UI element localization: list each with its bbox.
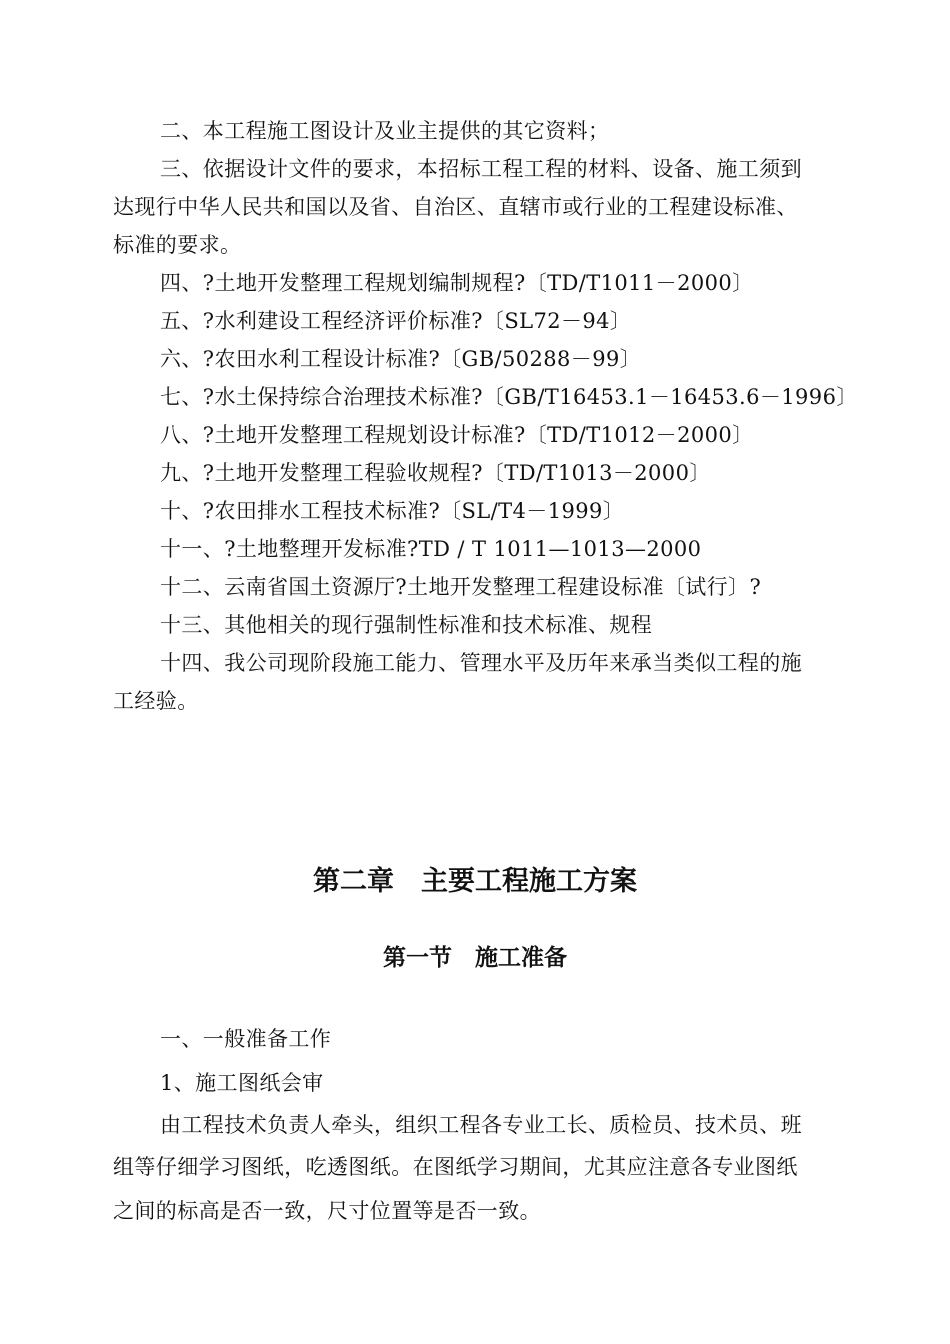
- standards-item-line: 六、?农田水利工程设计标准?〔GB/50288－99〕: [160, 347, 642, 371]
- chapter-title: 第二章 主要工程施工方案: [313, 866, 637, 897]
- standards-item-line: 九、?土地开发整理工程验收规程?〔TD/T1013－2000〕: [160, 461, 711, 485]
- standards-item-line: 二、本工程施工图设计及业主提供的其它资料；: [160, 119, 610, 143]
- section-paragraph-line: 之间的标高是否一致，尺寸位置等是否一致。: [113, 1199, 541, 1223]
- standards-item-line: 四、?土地开发整理工程规划编制规程?〔TD/T1011－2000〕: [160, 271, 754, 295]
- section-paragraph-line: 一、一般准备工作: [160, 1027, 332, 1051]
- standards-item-line: 工经验。: [113, 689, 199, 713]
- section-title: 第一节 施工准备: [383, 945, 567, 971]
- standards-item-line: 八、?土地开发整理工程规划设计标准?〔TD/T1012－2000〕: [160, 423, 754, 447]
- section-paragraph-line: 由工程技术负责人牵头，组织工程各专业工长、质检员、技术员、班: [160, 1113, 802, 1137]
- standards-item-line: 十二、云南省国土资源厅?土地开发整理工程建设标准〔试行〕?: [160, 575, 762, 599]
- standards-item-line: 达现行中华人民共和国以及省、自治区、直辖市或行业的工程建设标准、: [113, 195, 798, 219]
- standards-item-line: 十三、其他相关的现行强制性标准和技术标准、规程: [160, 613, 653, 637]
- section-paragraph-line: 1、施工图纸会审: [160, 1071, 324, 1095]
- standards-item-line: 十四、我公司现阶段施工能力、管理水平及历年来承当类似工程的施: [160, 651, 802, 675]
- standards-item-line: 十一、?土地整理开发标准?TD / T 1011—1013—2000: [160, 537, 702, 561]
- standards-item-line: 五、?水利建设工程经济评价标准?〔SL72－94〕: [160, 309, 632, 333]
- standards-item-line: 七、?水土保持综合治理技术标准?〔GB/T16453.1－16453.6－1996〕: [160, 385, 858, 409]
- section-paragraph-line: 组等仔细学习图纸，吃透图纸。在图纸学习期间，尤其应注意各专业图纸: [113, 1155, 798, 1179]
- standards-item-line: 十、?农田排水工程技术标准?〔SL/T4－1999〕: [160, 499, 625, 523]
- standards-item-line: 标准的要求。: [113, 233, 242, 257]
- standards-item-line: 三、依据设计文件的要求，本招标工程工程的材料、设备、施工须到: [160, 157, 802, 181]
